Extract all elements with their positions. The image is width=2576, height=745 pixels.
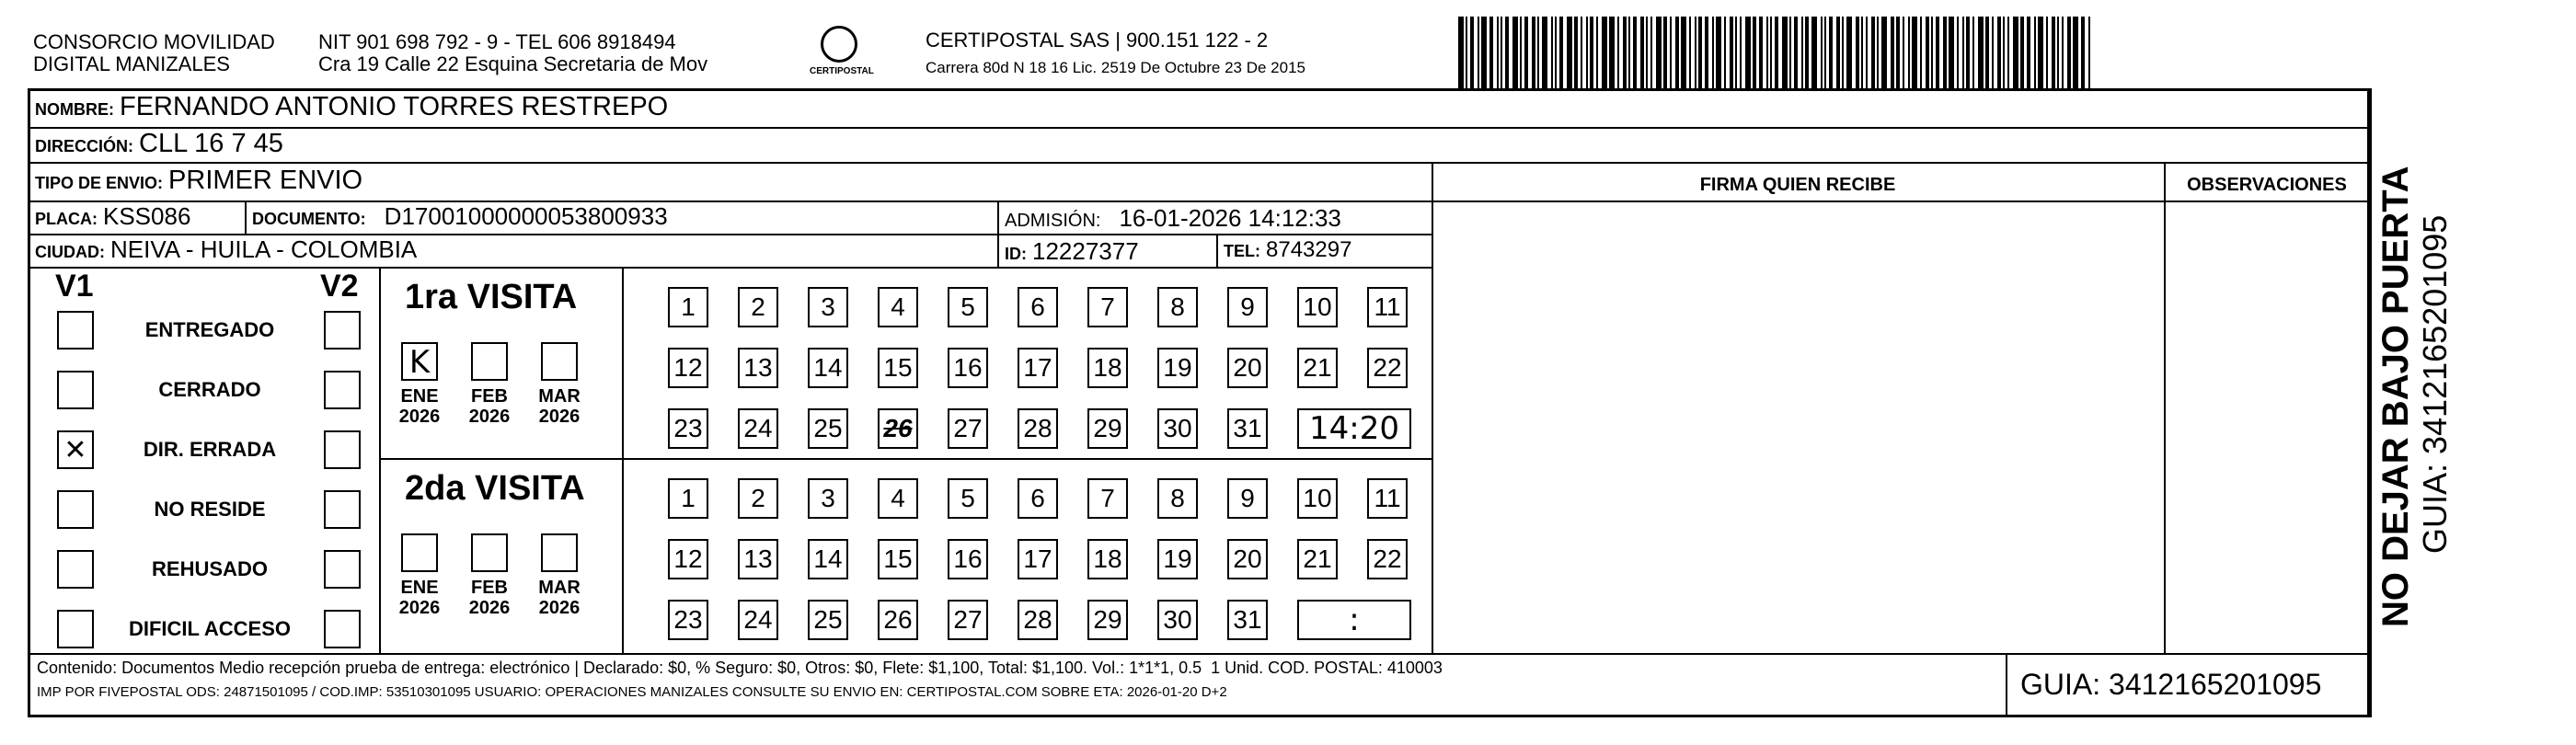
barcode-bar <box>1681 17 1686 88</box>
day-box-7[interactable]: 7 <box>1087 478 1128 519</box>
divider <box>1432 201 2370 202</box>
day-box-26[interactable]: 26 <box>878 408 918 449</box>
v2-checkbox[interactable] <box>324 371 361 409</box>
divider <box>2370 88 2372 717</box>
ciudad-row <box>35 235 417 264</box>
day-box-26[interactable]: 26 <box>878 600 918 640</box>
time-box[interactable]: : <box>1297 600 1411 640</box>
v1-checkbox[interactable]: ✕ <box>57 430 94 469</box>
status-label: DIR. ERRADA <box>143 438 277 461</box>
direccion-label: DIRECCIÓN: <box>35 137 133 155</box>
barcode-bar <box>1805 17 1809 88</box>
barcode-bar <box>1524 17 1528 88</box>
barcode-bar <box>1836 17 1840 88</box>
barcode-bar <box>2046 17 2048 88</box>
day-box-29[interactable]: 29 <box>1087 600 1128 640</box>
barcode-bar <box>1663 17 1667 88</box>
admision-label: ADMISIÓN: <box>1005 211 1101 231</box>
month-checkbox[interactable] <box>471 342 508 381</box>
barcode-bar <box>1824 17 1826 88</box>
divider <box>2006 653 2007 717</box>
day-box-11[interactable]: 11 <box>1367 287 1408 327</box>
documento-row <box>252 202 668 231</box>
barcode-bar <box>1745 17 1751 88</box>
barcode-bar <box>2052 17 2055 88</box>
day-box-27[interactable]: 27 <box>948 408 988 449</box>
day-box-20[interactable]: 20 <box>1227 348 1268 388</box>
barcode-bar <box>1936 17 1939 88</box>
barcode-bar <box>2013 17 2018 88</box>
logo-text: CERTIPOSTAL <box>810 66 874 76</box>
day-box-24[interactable]: 24 <box>738 408 778 449</box>
day-box-14[interactable]: 14 <box>808 539 848 579</box>
logo-circle-icon <box>821 26 857 63</box>
barcode-bar <box>1966 17 1970 88</box>
id-label: ID: <box>1005 245 1027 263</box>
barcode-bar <box>1759 17 1763 88</box>
barcode-bar <box>1574 17 1578 88</box>
barcode-bar <box>1881 17 1887 88</box>
barcode-bar <box>1512 17 1518 88</box>
barcode-bar <box>1912 17 1917 88</box>
barcode-bar <box>1650 17 1652 88</box>
day-box-15[interactable]: 15 <box>878 539 918 579</box>
observaciones-label: OBSERVACIONES <box>2187 175 2347 195</box>
month-checkbox[interactable]: K <box>401 342 438 381</box>
company-address: Cra 19 Calle 22 Esquina Secretaria de Mov <box>318 52 708 75</box>
certipostal-logo <box>810 26 874 76</box>
barcode-bar <box>1931 17 1933 88</box>
tipo-envio-label: TIPO DE ENVIO: <box>35 174 164 192</box>
day-box-9[interactable]: 9 <box>1227 287 1268 327</box>
barcode-bar <box>1846 17 1852 88</box>
barcode-bar <box>1716 17 1721 88</box>
day-box-6[interactable]: 6 <box>1018 478 1058 519</box>
barcode-bar <box>2020 17 2024 88</box>
barcode-bar <box>1689 17 1691 88</box>
nombre-value: FERNANDO ANTONIO TORRES RESTREPO <box>120 92 669 121</box>
barcode-bar <box>1712 17 1714 88</box>
divider <box>2164 162 2166 653</box>
day-box-31[interactable]: 31 <box>1227 408 1268 449</box>
barcode-bar <box>1978 17 1984 88</box>
barcode-bar <box>2067 17 2071 88</box>
tel-value: 8743297 <box>1266 237 1352 262</box>
day-box-23[interactable]: 23 <box>668 408 708 449</box>
company-name-line1: CONSORCIO MOVILIDAD <box>33 30 275 53</box>
day-box-13[interactable]: 13 <box>738 348 778 388</box>
v2-label: V2 <box>320 269 359 304</box>
status-label: ENTREGADO <box>144 318 275 341</box>
day-box-10[interactable]: 10 <box>1297 478 1338 519</box>
day-box-20[interactable]: 20 <box>1227 539 1268 579</box>
footer-guia: GUIA: 3412165201095 <box>2020 668 2322 701</box>
barcode-bar <box>1877 17 1879 88</box>
barcode-bar <box>1481 17 1487 88</box>
divider <box>997 201 999 267</box>
barcode-bar <box>1801 17 1803 88</box>
month-year: 2026 <box>398 407 441 427</box>
day-box-17[interactable]: 17 <box>1018 539 1058 579</box>
barcode-bar <box>1520 17 1522 88</box>
tel-row <box>1224 237 1351 263</box>
divider <box>622 267 624 653</box>
barcode-bar <box>1581 17 1582 88</box>
barcode-bar <box>1903 17 1904 88</box>
day-box-2[interactable]: 2 <box>738 478 778 519</box>
month-label: MAR <box>538 578 581 598</box>
barcode-bar <box>2034 17 2036 88</box>
status-label: NO RESIDE <box>154 498 266 521</box>
month-year: 2026 <box>538 598 581 618</box>
barcode-bar <box>1670 17 1672 88</box>
barcode-bar <box>1695 17 1696 88</box>
day-box-6[interactable]: 6 <box>1018 287 1058 327</box>
day-box-4[interactable]: 4 <box>878 287 918 327</box>
day-box-10[interactable]: 10 <box>1297 287 1338 327</box>
barcode-bar <box>1551 17 1553 88</box>
v2-checkbox[interactable] <box>324 550 361 589</box>
barcode-bar <box>2027 17 2030 88</box>
day-box-16[interactable]: 16 <box>948 348 988 388</box>
divider <box>1216 234 1218 267</box>
day-box-25[interactable]: 25 <box>808 600 848 640</box>
day-box-1[interactable]: 1 <box>668 287 708 327</box>
day-box-8[interactable]: 8 <box>1157 287 1198 327</box>
day-box-14[interactable]: 14 <box>808 348 848 388</box>
day-box-29[interactable]: 29 <box>1087 408 1128 449</box>
day-box-21[interactable]: 21 <box>1297 348 1338 388</box>
v1-checkbox[interactable] <box>57 311 94 350</box>
divider <box>1432 162 1433 653</box>
barcode-bar <box>1782 17 1788 88</box>
v2-checkbox[interactable] <box>324 311 361 350</box>
month-label: ENE <box>400 578 439 598</box>
barcode-bar <box>1617 17 1619 88</box>
month-checkbox[interactable] <box>541 533 578 572</box>
day-box-18[interactable]: 18 <box>1087 539 1128 579</box>
barcode <box>1458 17 2092 88</box>
barcode-bar <box>2073 17 2078 88</box>
barcode-bar <box>1997 17 2001 88</box>
id-row <box>1005 237 1139 266</box>
barcode-bar <box>1698 17 1702 88</box>
day-box-2[interactable]: 2 <box>738 287 778 327</box>
divider <box>28 267 1432 269</box>
divider <box>379 458 1432 460</box>
barcode-bar <box>1532 17 1535 88</box>
barcode-bar <box>1724 17 1726 88</box>
month-label: ENE <box>400 386 439 407</box>
day-box-15[interactable]: 15 <box>878 348 918 388</box>
day-box-1[interactable]: 1 <box>668 478 708 519</box>
v1-label: V1 <box>55 269 94 304</box>
status-label: DIFICIL ACCESO <box>128 617 291 640</box>
v1-checkbox[interactable] <box>57 371 94 409</box>
month-checkbox[interactable] <box>401 533 438 572</box>
tipo-envio-row <box>35 166 362 196</box>
barcode-bar <box>1766 17 1768 88</box>
day-box-22[interactable]: 22 <box>1367 348 1408 388</box>
status-label: CERRADO <box>158 378 261 401</box>
barcode-bar <box>1458 17 1464 88</box>
day-box-5[interactable]: 5 <box>948 478 988 519</box>
barcode-bar <box>1470 17 1474 88</box>
company-name-line2: DIGITAL MANIZALES <box>33 52 230 75</box>
barcode-bar <box>1489 17 1493 88</box>
barcode-bar <box>1656 17 1662 88</box>
day-box-23[interactable]: 23 <box>668 600 708 640</box>
barcode-bar <box>1602 17 1607 88</box>
barcode-bar <box>1555 17 1557 88</box>
month-year: 2026 <box>398 598 441 618</box>
tel-label: TEL: <box>1224 242 1260 260</box>
footer-contents: Contenido: Documentos Medio recepción prueba de entrega: electrónico | Declarado: $0, % Seguro: $0, Otros: $0, Flete: $1,100, Total: $1,100. Vol.: 1*1*1, 0.5 1 Unid. COD. POSTAL: 410003 <box>37 659 1443 677</box>
barcode-bar <box>1633 17 1637 88</box>
v2-checkbox[interactable] <box>324 490 361 529</box>
day-box-28[interactable]: 28 <box>1018 408 1058 449</box>
day-box-30[interactable]: 30 <box>1157 600 1198 640</box>
barcode-bar <box>1609 17 1615 88</box>
barcode-bar <box>1871 17 1875 88</box>
divider <box>28 653 2370 655</box>
divider <box>28 162 2370 164</box>
barcode-bar <box>1926 17 1929 88</box>
tipo-envio-value: PRIMER ENVIO <box>168 166 363 195</box>
day-box-16[interactable]: 16 <box>948 539 988 579</box>
barcode-bar <box>1866 17 1868 88</box>
day-box-31[interactable]: 31 <box>1227 600 1268 640</box>
barcode-bar <box>1789 17 1791 88</box>
day-box-12[interactable]: 12 <box>668 539 708 579</box>
barcode-bar <box>2038 17 2043 88</box>
barcode-bar <box>1770 17 1772 88</box>
barcode-bar <box>1466 17 1467 88</box>
barcode-bar <box>1908 17 1910 88</box>
barcode-bar <box>1811 17 1817 88</box>
barcode-bar <box>2007 17 2009 88</box>
barcode-bar <box>1586 17 1588 88</box>
barcode-bar <box>1542 17 1547 88</box>
courier-name: CERTIPOSTAL SAS | 900.151 122 - 2 <box>926 29 1269 52</box>
barcode-bar <box>1829 17 1833 88</box>
month-year: 2026 <box>538 407 581 427</box>
barcode-bar <box>1559 17 1563 88</box>
barcode-bar <box>1992 17 1994 88</box>
barcode-bar <box>1962 17 1964 88</box>
day-box-28[interactable]: 28 <box>1018 600 1058 640</box>
day-box-11[interactable]: 11 <box>1367 478 1408 519</box>
no-dejar-bajo-puerta: NO DEJAR BAJO PUERTA <box>2375 166 2416 627</box>
barcode-bar <box>1753 17 1756 88</box>
barcode-bar <box>1590 17 1593 88</box>
barcode-bar <box>1705 17 1708 88</box>
day-box-8[interactable]: 8 <box>1157 478 1198 519</box>
barcode-bar <box>1949 17 1954 88</box>
side-guia: GUIA: 3412165201095 <box>2416 214 2454 554</box>
month-label: MAR <box>538 386 581 407</box>
barcode-bar <box>1794 17 1798 88</box>
barcode-bar <box>1640 17 1644 88</box>
barcode-bar <box>1567 17 1572 88</box>
barcode-bar <box>1675 17 1679 88</box>
barcode-bar <box>1730 17 1733 88</box>
barcode-bar <box>1842 17 1844 88</box>
barcode-bar <box>1537 17 1539 88</box>
barcode-bar <box>1497 17 1499 88</box>
barcode-bar <box>1740 17 1742 88</box>
placa-label: PLACA: <box>35 210 98 228</box>
day-box-17[interactable]: 17 <box>1018 348 1058 388</box>
day-box-9[interactable]: 9 <box>1227 478 1268 519</box>
admision-value: 16-01-2026 14:12:33 <box>1119 204 1341 232</box>
day-box-13[interactable]: 13 <box>738 539 778 579</box>
barcode-bar <box>1972 17 1974 88</box>
footer-print-info: IMP POR FIVEPOSTAL ODS: 24871501095 / COD.IMP: 53510301095 USUARIO: OPERACIONES MANIZALES CONSULTE SU ENVIO EN: CERTIPOSTAL.COM SOBRE ETA: 2026-01-20 D+2 <box>37 684 1227 700</box>
direccion-row <box>35 129 283 159</box>
visit-title: 1ra VISITA <box>405 278 578 316</box>
barcode-bar <box>1623 17 1627 88</box>
barcode-bar <box>1861 17 1863 88</box>
divider <box>245 201 247 234</box>
month-year: 2026 <box>468 407 511 427</box>
day-box-5[interactable]: 5 <box>948 287 988 327</box>
barcode-bar <box>1957 17 1959 88</box>
barcode-bar <box>1596 17 1598 88</box>
visit-title: 2da VISITA <box>405 469 585 508</box>
day-box-12[interactable]: 12 <box>668 348 708 388</box>
day-box-19[interactable]: 19 <box>1157 539 1198 579</box>
barcode-bar <box>1478 17 1479 88</box>
barcode-bar <box>1505 17 1509 88</box>
divider <box>379 267 381 653</box>
barcode-bar <box>1775 17 1778 88</box>
v2-checkbox[interactable] <box>324 610 361 648</box>
day-box-27[interactable]: 27 <box>948 600 988 640</box>
barcode-bar <box>1920 17 1922 88</box>
barcode-bar <box>1891 17 1894 88</box>
nombre-row <box>35 92 668 122</box>
month-label: FEB <box>471 386 508 407</box>
barcode-bar <box>2062 17 2064 88</box>
day-box-19[interactable]: 19 <box>1157 348 1198 388</box>
documento-label: DOCUMENTO: <box>252 210 366 228</box>
barcode-bar <box>2088 17 2090 88</box>
month-year: 2026 <box>468 598 511 618</box>
firma-label: FIRMA QUIEN RECIBE <box>1699 175 1896 195</box>
status-label: REHUSADO <box>152 557 268 580</box>
barcode-bar <box>2003 17 2005 88</box>
v1-checkbox[interactable] <box>57 610 94 648</box>
month-checkbox[interactable] <box>471 533 508 572</box>
v1-checkbox[interactable] <box>57 490 94 529</box>
day-box-21[interactable]: 21 <box>1297 539 1338 579</box>
barcode-bar <box>1501 17 1502 88</box>
nit-line: NIT 901 698 792 - 9 - TEL 606 8918494 <box>318 30 676 53</box>
v1-checkbox[interactable] <box>57 550 94 589</box>
day-box-3[interactable]: 3 <box>808 478 848 519</box>
direccion-value: CLL 16 7 45 <box>139 129 283 158</box>
documento-value: D17001000000053800933 <box>384 202 668 230</box>
month-checkbox[interactable] <box>541 342 578 381</box>
day-box-24[interactable]: 24 <box>738 600 778 640</box>
barcode-bar <box>1856 17 1859 88</box>
barcode-bar <box>1943 17 1947 88</box>
ciudad-label: CIUDAD: <box>35 243 105 261</box>
day-box-30[interactable]: 30 <box>1157 408 1198 449</box>
day-box-7[interactable]: 7 <box>1087 287 1128 327</box>
barcode-bar <box>1735 17 1737 88</box>
nombre-label: NOMBRE: <box>35 100 114 119</box>
barcode-bar <box>1646 17 1648 88</box>
barcode-bar <box>1821 17 1823 88</box>
barcode-bar <box>2057 17 2059 88</box>
placa-row <box>35 202 190 231</box>
ciudad-value: NEIVA - HUILA - COLOMBIA <box>110 235 418 263</box>
id-value: 12227377 <box>1032 237 1139 265</box>
barcode-bar <box>1628 17 1630 88</box>
courier-address: Carrera 80d N 18 16 Lic. 2519 De Octubre 23 De 2015 <box>926 59 1305 76</box>
day-box-18[interactable]: 18 <box>1087 348 1128 388</box>
barcode-bar <box>2081 17 2085 88</box>
divider <box>28 127 2370 129</box>
day-box-4[interactable]: 4 <box>878 478 918 519</box>
month-label: FEB <box>471 578 508 598</box>
v2-checkbox[interactable] <box>324 430 361 469</box>
admision-row <box>1005 204 1341 233</box>
placa-value: KSS086 <box>103 202 191 230</box>
barcode-bar <box>1985 17 1989 88</box>
barcode-bar <box>1896 17 1900 88</box>
day-box-3[interactable]: 3 <box>808 287 848 327</box>
time-box[interactable]: 14:20 <box>1297 408 1411 449</box>
day-box-22[interactable]: 22 <box>1367 539 1408 579</box>
day-box-25[interactable]: 25 <box>808 408 848 449</box>
